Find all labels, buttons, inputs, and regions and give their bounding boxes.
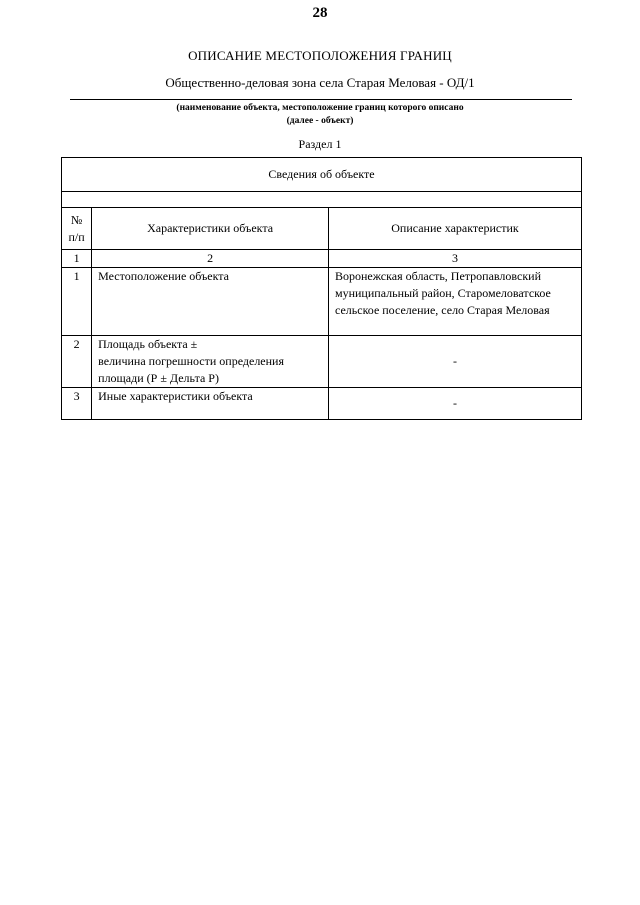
column-headers-row (62, 208, 582, 250)
table-spacer-row (62, 192, 582, 208)
row-3-char-line-1: Иные характеристики объекта (98, 389, 253, 403)
table-row (62, 336, 582, 388)
row-2-char-line-2: величина погрешности определения (98, 354, 284, 368)
col-index-2: 2 (92, 250, 329, 268)
row-3-num: 3 (62, 388, 92, 420)
row-2-char-line-1: Площадь объекта ± (98, 337, 198, 351)
document-title: ОПИСАНИЕ МЕСТОПОЛОЖЕНИЯ ГРАНИЦ (188, 48, 452, 63)
col-description-header: Описание характеристик (328, 208, 581, 250)
row-2-description: - (328, 336, 581, 388)
table-header-row (62, 158, 582, 192)
row-2-characteristic (92, 336, 329, 388)
object-info-table (61, 157, 582, 420)
row-1-characteristic (92, 268, 329, 336)
table-row (62, 388, 582, 420)
section-title: Раздел 1 (298, 137, 342, 151)
col-num-line-2: п/п (68, 229, 85, 244)
row-1-desc-line-2: муниципальный район, Старомеловатское (334, 286, 551, 300)
row-3-characteristic (92, 388, 329, 420)
row-1-num: 1 (62, 268, 92, 336)
column-index-row (62, 250, 582, 268)
col-index-3: 3 (328, 250, 581, 268)
table-spacer (62, 192, 582, 208)
row-1-desc-line-3: сельское поселение, село Старая Меловая (334, 303, 550, 317)
underline-rule (70, 99, 572, 100)
page-number: 28 (312, 5, 328, 21)
caption-line-1: (наименование объекта, местоположение границ которого описано (176, 103, 464, 113)
object-name: Общественно-деловая зона села Старая Меловая - ОД/1 (165, 75, 475, 90)
table-header: Сведения об объекте (62, 158, 582, 192)
table-row (62, 268, 582, 336)
row-2-char-line-3: площади (Р ± Дельта Р) (98, 371, 219, 385)
row-2-num: 2 (62, 336, 92, 388)
object-caption (0, 102, 640, 128)
row-1-desc-line-1: Воронежская область, Петропавловский (334, 269, 542, 283)
caption-line-2: (далее - объект) (286, 116, 354, 126)
col-num-line-1: № (70, 212, 83, 227)
row-1-description (328, 268, 581, 336)
col-num-header (62, 208, 92, 250)
row-1-char-line-1: Местоположение объекта (98, 269, 229, 283)
col-characteristics-header: Характеристики объекта (92, 208, 329, 250)
col-index-1: 1 (62, 250, 92, 268)
row-3-description: - (328, 388, 581, 420)
